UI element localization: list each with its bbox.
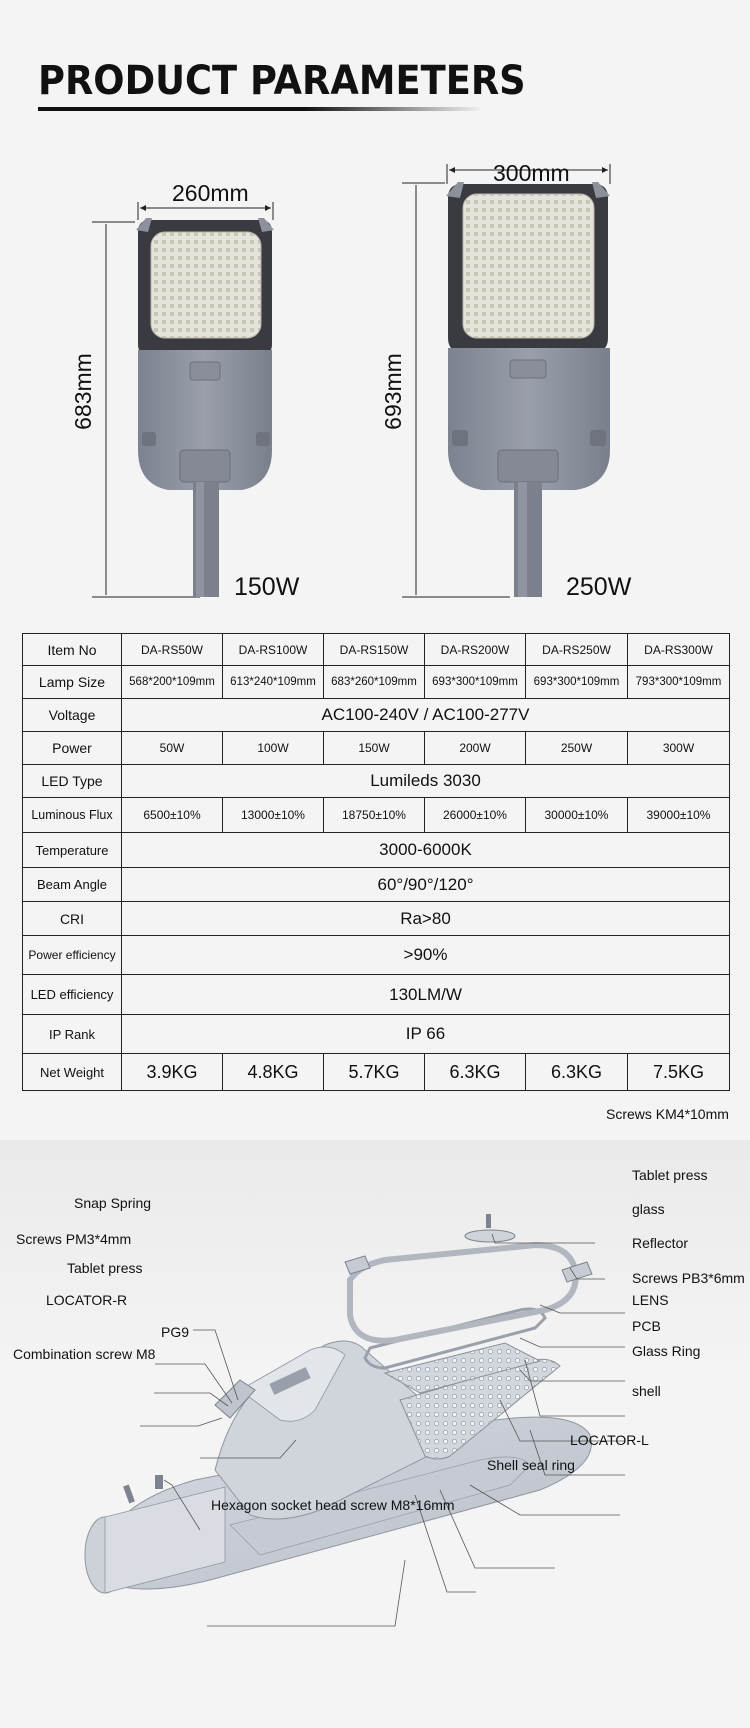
table-cell: 5.7KG bbox=[324, 1054, 425, 1091]
table-cell: 300W bbox=[628, 732, 730, 765]
table-cell: DA-RS300W bbox=[628, 634, 730, 666]
table-row-voltage bbox=[23, 699, 730, 732]
table-cell: 130LM/W bbox=[122, 975, 730, 1015]
lamp-250w-drawing bbox=[402, 164, 610, 597]
table-row-lamp-size bbox=[23, 666, 730, 699]
table-row-net-weight bbox=[23, 1054, 730, 1091]
table-cell: 50W bbox=[122, 732, 223, 765]
row-label: IP Rank bbox=[23, 1015, 122, 1054]
table-cell: >90% bbox=[122, 936, 730, 975]
table-cell: Ra>80 bbox=[122, 902, 730, 936]
table-cell: 6.3KG bbox=[526, 1054, 628, 1091]
lamp-250w-height-label: 693mm bbox=[379, 353, 406, 430]
row-label: Net Weight bbox=[23, 1054, 122, 1091]
table-cell: 250W bbox=[526, 732, 628, 765]
table-cell: DA-RS200W bbox=[425, 634, 526, 666]
table-cell: AC100-240V / AC100-277V bbox=[122, 699, 730, 732]
table-cell: 6500±10% bbox=[122, 798, 223, 833]
page-title: PRODUCT PARAMETERS bbox=[38, 58, 526, 104]
table-row-temperature bbox=[23, 833, 730, 868]
lamp-150w-width-label: 260mm bbox=[172, 180, 249, 206]
lamp-250w-width-label: 300mm bbox=[493, 160, 570, 186]
row-label: Item No bbox=[23, 634, 122, 666]
table-cell: 13000±10% bbox=[223, 798, 324, 833]
table-cell: 3000-6000K bbox=[122, 833, 730, 868]
row-label: Beam Angle bbox=[23, 868, 122, 902]
table-cell: IP 66 bbox=[122, 1015, 730, 1054]
callout-pg9: PG9 bbox=[161, 1324, 190, 1340]
callout-glass-ring: Glass Ring bbox=[632, 1343, 701, 1359]
exploded-view-section bbox=[0, 1106, 750, 1728]
table-cell: 150W bbox=[324, 732, 425, 765]
table-cell: DA-RS50W bbox=[122, 634, 223, 666]
table-cell: 100W bbox=[223, 732, 324, 765]
table-cell: 4.8KG bbox=[223, 1054, 324, 1091]
table-row-power-efficiency bbox=[23, 936, 730, 975]
lamp-250w-power-label: 250W bbox=[566, 573, 632, 601]
table-cell: 30000±10% bbox=[526, 798, 628, 833]
callout-locator-l: LOCATOR-L bbox=[570, 1432, 649, 1448]
lamp-150w-drawing bbox=[92, 202, 274, 597]
table-row-item-no bbox=[23, 634, 730, 666]
row-label: Power bbox=[23, 732, 122, 765]
table-cell: 693*300*109mm bbox=[526, 666, 628, 699]
lamp-dimension-drawings bbox=[0, 150, 750, 610]
table-row-ip-rank bbox=[23, 1015, 730, 1054]
table-cell: 793*300*109mm bbox=[628, 666, 730, 699]
table-row-led-type bbox=[23, 765, 730, 798]
row-label: LED efficiency bbox=[23, 975, 122, 1015]
table-cell: 200W bbox=[425, 732, 526, 765]
row-label: Lamp Size bbox=[23, 666, 122, 699]
row-label: Luminous Flux bbox=[23, 798, 122, 833]
callout-shell-seal-ring: Shell seal ring bbox=[487, 1457, 575, 1473]
callout-screws-km4: Screws KM4*10mm bbox=[606, 1106, 729, 1122]
row-label: Power efficiency bbox=[23, 936, 122, 975]
callout-screws-pb3: Screws PB3*6mm bbox=[632, 1270, 745, 1286]
table-cell: 26000±10% bbox=[425, 798, 526, 833]
callout-reflector: Reflector bbox=[632, 1235, 689, 1251]
callout-hexagon-screw: Hexagon socket head screw M8*16mm bbox=[211, 1497, 455, 1513]
callout-screws-pm3: Screws PM3*4mm bbox=[16, 1231, 132, 1247]
table-row-cri bbox=[23, 902, 730, 936]
callout-pcb: PCB bbox=[632, 1318, 661, 1334]
table-cell: Lumileds 3030 bbox=[122, 765, 730, 798]
table-cell: DA-RS250W bbox=[526, 634, 628, 666]
table-row-beam-angle bbox=[23, 868, 730, 902]
table-cell: 18750±10% bbox=[324, 798, 425, 833]
table-cell: 60°/90°/120° bbox=[122, 868, 730, 902]
table-cell: 39000±10% bbox=[628, 798, 730, 833]
row-label: LED Type bbox=[23, 765, 122, 798]
table-row-luminous-flux bbox=[23, 798, 730, 833]
callout-shell: shell bbox=[632, 1383, 661, 1399]
callout-combination-screw: Combination screw M8 bbox=[13, 1346, 156, 1362]
callout-glass: glass bbox=[632, 1201, 665, 1217]
lamp-150w-power-label: 150W bbox=[234, 573, 300, 601]
callout-snap-spring: Snap Spring bbox=[74, 1195, 152, 1211]
row-label: Voltage bbox=[23, 699, 122, 732]
table-cell: DA-RS100W bbox=[223, 634, 324, 666]
table-cell: 3.9KG bbox=[122, 1054, 223, 1091]
table-cell: 7.5KG bbox=[628, 1054, 730, 1091]
title-underline bbox=[38, 107, 483, 111]
table-cell: 568*200*109mm bbox=[122, 666, 223, 699]
callout-locator-r: LOCATOR-R bbox=[46, 1292, 128, 1308]
table-cell: DA-RS150W bbox=[324, 634, 425, 666]
callout-tablet-press-right: Tablet press bbox=[632, 1167, 708, 1183]
callout-lens: LENS bbox=[632, 1292, 669, 1308]
row-label: CRI bbox=[23, 902, 122, 936]
callout-tablet-press-left: Tablet press bbox=[67, 1260, 143, 1276]
table-cell: 6.3KG bbox=[425, 1054, 526, 1091]
table-cell: 693*300*109mm bbox=[425, 666, 526, 699]
table-cell: 683*260*109mm bbox=[324, 666, 425, 699]
row-label: Temperature bbox=[23, 833, 122, 868]
spec-table bbox=[22, 633, 730, 1091]
table-row-power bbox=[23, 732, 730, 765]
table-row-led-efficiency bbox=[23, 975, 730, 1015]
lamp-150w-height-label: 683mm bbox=[69, 353, 96, 430]
table-cell: 613*240*109mm bbox=[223, 666, 324, 699]
